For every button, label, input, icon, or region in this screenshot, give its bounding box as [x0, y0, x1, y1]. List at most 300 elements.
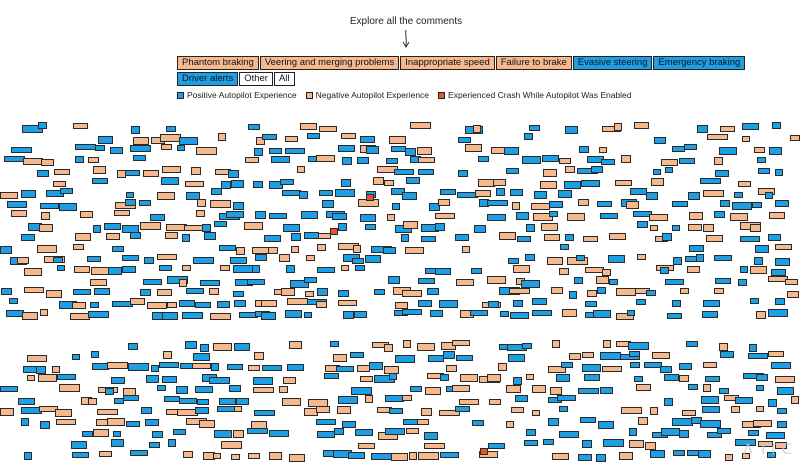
comment-card[interactable]	[508, 258, 519, 264]
comment-card[interactable]	[316, 301, 327, 308]
comment-card[interactable]	[27, 375, 35, 381]
comment-card[interactable]	[7, 201, 27, 208]
comment-card[interactable]	[550, 387, 562, 395]
comment-card[interactable]	[389, 136, 406, 144]
comment-card[interactable]	[391, 453, 408, 461]
comment-card[interactable]	[777, 408, 787, 414]
comment-card[interactable]	[487, 276, 506, 284]
comment-card[interactable]	[122, 266, 136, 273]
comment-card[interactable]	[754, 257, 763, 265]
comment-card[interactable]	[279, 254, 290, 262]
comment-card[interactable]	[715, 278, 731, 284]
comment-card[interactable]	[591, 166, 603, 173]
comment-card[interactable]	[574, 277, 583, 284]
comment-card[interactable]	[233, 291, 244, 297]
comment-card[interactable]	[385, 428, 405, 435]
comment-card[interactable]	[754, 147, 765, 153]
comment-card[interactable]	[357, 157, 369, 164]
comment-card[interactable]	[543, 439, 554, 445]
comment-card[interactable]	[199, 420, 215, 428]
comment-card[interactable]	[53, 181, 66, 187]
comment-card[interactable]	[291, 246, 299, 253]
comment-card[interactable]	[790, 135, 800, 141]
comment-card[interactable]	[93, 166, 106, 174]
comment-card[interactable]	[55, 409, 72, 417]
comment-card[interactable]	[688, 192, 700, 200]
comment-card[interactable]	[236, 398, 249, 405]
comment-card[interactable]	[608, 255, 625, 263]
comment-card[interactable]	[634, 376, 643, 382]
comment-card[interactable]	[366, 146, 379, 154]
comment-card[interactable]	[689, 245, 704, 252]
comment-card[interactable]	[126, 421, 140, 427]
comment-card[interactable]	[1, 288, 12, 295]
comment-card[interactable]	[57, 265, 65, 271]
comment-card[interactable]	[165, 232, 178, 239]
comment-card[interactable]	[162, 312, 178, 320]
comment-card[interactable]	[748, 353, 768, 359]
comment-card[interactable]	[496, 188, 505, 196]
comment-card[interactable]	[696, 254, 704, 262]
comment-card[interactable]	[182, 312, 203, 319]
comment-card[interactable]	[609, 233, 626, 240]
comment-card[interactable]	[255, 254, 267, 261]
comment-card[interactable]	[27, 355, 47, 362]
comment-card[interactable]	[244, 222, 263, 230]
comment-card[interactable]	[152, 431, 163, 438]
comment-card[interactable]	[304, 277, 317, 283]
comment-card[interactable]	[193, 257, 214, 264]
comment-card[interactable]	[513, 265, 530, 273]
comment-card[interactable]	[179, 300, 195, 307]
filter-inappropriate-speed-button[interactable]: Inappropriate speed	[400, 56, 495, 70]
comment-card[interactable]	[421, 408, 432, 416]
comment-card[interactable]	[478, 156, 489, 162]
comment-card[interactable]	[418, 452, 439, 460]
comment-card[interactable]	[245, 157, 259, 163]
comment-card[interactable]	[74, 266, 90, 273]
comment-card[interactable]	[248, 453, 260, 459]
comment-card[interactable]	[569, 353, 581, 360]
comment-card[interactable]	[82, 431, 93, 437]
comment-card[interactable]	[664, 374, 679, 381]
comment-card[interactable]	[417, 419, 429, 425]
comment-card[interactable]	[768, 309, 788, 317]
comment-card[interactable]	[300, 123, 317, 130]
comment-card[interactable]	[552, 453, 569, 460]
comment-card[interactable]	[133, 155, 146, 161]
comment-card[interactable]	[688, 224, 702, 231]
comment-card[interactable]	[703, 190, 724, 197]
comment-card[interactable]	[541, 223, 558, 231]
comment-card[interactable]	[585, 301, 597, 307]
comment-card[interactable]	[771, 362, 791, 369]
comment-card[interactable]	[11, 147, 32, 153]
comment-card[interactable]	[395, 355, 415, 363]
comment-card[interactable]	[717, 428, 731, 434]
comment-card[interactable]	[500, 311, 509, 317]
comment-card[interactable]	[598, 421, 614, 429]
comment-card[interactable]	[440, 452, 459, 458]
comment-card[interactable]	[701, 396, 719, 404]
comment-card[interactable]	[317, 431, 335, 438]
comment-card[interactable]	[650, 450, 665, 458]
comment-card[interactable]	[355, 429, 373, 436]
comment-card[interactable]	[75, 144, 96, 150]
comment-card[interactable]	[287, 364, 304, 371]
comment-card[interactable]	[307, 133, 320, 139]
comment-card[interactable]	[341, 179, 351, 187]
comment-card[interactable]	[560, 244, 569, 250]
comment-card[interactable]	[559, 431, 579, 438]
comment-card[interactable]	[219, 245, 236, 251]
comment-card[interactable]	[104, 223, 121, 230]
comment-card[interactable]	[211, 363, 219, 371]
comment-card[interactable]	[289, 341, 302, 349]
comment-card[interactable]	[715, 170, 729, 177]
comment-card[interactable]	[157, 385, 166, 391]
comment-card[interactable]	[191, 167, 201, 175]
comment-card[interactable]	[703, 300, 720, 307]
comment-card[interactable]	[161, 144, 172, 150]
comment-card[interactable]	[405, 247, 424, 254]
comment-card[interactable]	[660, 366, 672, 373]
comment-card[interactable]	[488, 443, 505, 449]
comment-card[interactable]	[646, 192, 658, 200]
comment-card[interactable]	[488, 301, 499, 308]
comment-card[interactable]	[233, 202, 244, 210]
comment-card[interactable]	[297, 166, 305, 173]
comment-card[interactable]	[391, 146, 406, 152]
comment-card[interactable]	[662, 233, 672, 241]
comment-card[interactable]	[37, 245, 57, 253]
comment-card[interactable]	[233, 430, 244, 438]
comment-card[interactable]	[269, 430, 289, 437]
comment-card[interactable]	[548, 418, 559, 426]
comment-card[interactable]	[402, 290, 422, 297]
comment-card[interactable]	[719, 343, 728, 351]
comment-card[interactable]	[269, 148, 282, 154]
comment-card[interactable]	[254, 410, 275, 416]
comment-card[interactable]	[350, 352, 364, 358]
comment-card[interactable]	[54, 169, 70, 175]
comment-card[interactable]	[665, 279, 684, 285]
comment-card[interactable]	[192, 363, 211, 369]
comment-card[interactable]	[200, 280, 220, 286]
comment-card[interactable]	[228, 170, 239, 178]
comment-card[interactable]	[70, 313, 90, 320]
comment-card[interactable]	[680, 288, 689, 294]
comment-card[interactable]	[651, 178, 664, 186]
comment-card[interactable]	[649, 214, 668, 221]
comment-card[interactable]	[195, 302, 211, 308]
comment-card[interactable]	[458, 137, 471, 143]
comment-card[interactable]	[72, 302, 86, 309]
comment-card[interactable]	[389, 408, 403, 414]
comment-card[interactable]	[524, 440, 538, 446]
comment-card[interactable]	[316, 155, 335, 162]
comment-card[interactable]	[579, 146, 589, 153]
comment-card[interactable]	[565, 126, 578, 134]
comment-card[interactable]	[322, 200, 334, 208]
comment-card[interactable]	[731, 406, 740, 413]
comment-card[interactable]	[384, 344, 393, 352]
comment-card[interactable]	[365, 224, 376, 230]
comment-card[interactable]	[569, 291, 577, 299]
comment-card[interactable]	[285, 148, 305, 154]
comment-card[interactable]	[653, 169, 661, 175]
comment-card[interactable]	[92, 178, 108, 184]
comment-card[interactable]	[0, 408, 14, 416]
comment-card[interactable]	[386, 158, 398, 164]
comment-card[interactable]	[352, 258, 364, 264]
comment-card[interactable]	[247, 428, 268, 434]
comment-card[interactable]	[338, 145, 355, 152]
comment-card[interactable]	[185, 181, 204, 187]
comment-card[interactable]	[603, 439, 624, 447]
comment-card[interactable]	[740, 236, 760, 242]
comment-card[interactable]	[179, 137, 198, 145]
comment-card[interactable]	[544, 234, 560, 241]
comment-card[interactable]	[775, 298, 785, 305]
comment-card[interactable]	[565, 234, 574, 241]
comment-card[interactable]	[108, 267, 122, 275]
comment-card[interactable]	[139, 200, 151, 206]
comment-card[interactable]	[157, 289, 172, 296]
comment-card[interactable]	[672, 418, 693, 426]
comment-card[interactable]	[515, 395, 528, 402]
comment-card[interactable]	[333, 354, 347, 362]
comment-card[interactable]	[151, 365, 159, 372]
comment-card[interactable]	[511, 407, 524, 413]
comment-card[interactable]	[46, 290, 62, 298]
filter-emergency-braking-button[interactable]: Emergency braking	[653, 56, 745, 70]
comment-card[interactable]	[123, 395, 139, 401]
comment-card[interactable]	[428, 355, 444, 362]
comment-card[interactable]	[403, 221, 418, 229]
comment-card[interactable]	[41, 159, 54, 166]
comment-card[interactable]	[768, 234, 781, 241]
comment-card[interactable]	[601, 159, 615, 165]
comment-card[interactable]	[210, 200, 231, 208]
comment-card[interactable]	[719, 388, 729, 394]
comment-card[interactable]	[392, 203, 400, 210]
comment-card[interactable]	[204, 232, 216, 240]
comment-card[interactable]	[418, 278, 435, 284]
comment-card[interactable]	[383, 247, 396, 254]
comment-card[interactable]	[603, 340, 611, 348]
comment-card[interactable]	[264, 235, 281, 242]
comment-card[interactable]	[282, 398, 301, 406]
comment-card[interactable]	[516, 212, 529, 220]
comment-card[interactable]	[358, 443, 375, 449]
comment-card[interactable]	[131, 126, 140, 134]
comment-card[interactable]	[593, 310, 611, 318]
comment-card[interactable]	[688, 384, 698, 390]
comment-card[interactable]	[529, 125, 540, 131]
comment-card[interactable]	[41, 212, 50, 220]
comment-card[interactable]	[549, 211, 558, 217]
comment-card[interactable]	[39, 224, 53, 232]
comment-card[interactable]	[60, 188, 73, 194]
comment-card[interactable]	[160, 134, 181, 142]
comment-card[interactable]	[317, 244, 326, 251]
comment-card[interactable]	[660, 267, 669, 274]
comment-card[interactable]	[740, 266, 748, 273]
comment-card[interactable]	[342, 157, 352, 165]
comment-card[interactable]	[23, 158, 43, 165]
comment-card[interactable]	[561, 362, 573, 368]
comment-card[interactable]	[141, 407, 152, 414]
comment-card[interactable]	[234, 406, 242, 412]
comment-card[interactable]	[517, 236, 531, 242]
comment-card[interactable]	[234, 300, 246, 307]
comment-card[interactable]	[304, 232, 319, 239]
comment-card[interactable]	[686, 341, 698, 347]
comment-card[interactable]	[159, 265, 172, 271]
comment-card[interactable]	[506, 385, 521, 393]
comment-card[interactable]	[609, 279, 618, 285]
comment-card[interactable]	[87, 256, 101, 262]
comment-card[interactable]	[583, 236, 598, 242]
comment-card[interactable]	[791, 396, 799, 404]
comment-card[interactable]	[182, 234, 190, 242]
comment-card[interactable]	[227, 364, 243, 370]
comment-card[interactable]	[373, 177, 384, 185]
comment-card[interactable]	[130, 232, 141, 239]
comment-card[interactable]	[576, 255, 585, 261]
comment-card[interactable]	[202, 224, 211, 232]
comment-card[interactable]	[679, 363, 692, 370]
comment-card[interactable]	[489, 399, 501, 405]
comment-card[interactable]	[95, 145, 105, 151]
comment-card[interactable]	[332, 213, 347, 220]
comment-card[interactable]	[93, 429, 109, 437]
comment-card[interactable]	[280, 179, 294, 185]
comment-card[interactable]	[427, 288, 439, 295]
comment-card[interactable]	[664, 398, 673, 406]
comment-card[interactable]	[337, 406, 351, 414]
comment-card[interactable]	[452, 385, 470, 392]
comment-card[interactable]	[338, 396, 358, 404]
comment-card[interactable]	[534, 191, 547, 199]
comment-card[interactable]	[602, 366, 622, 372]
comment-card[interactable]	[460, 374, 478, 382]
comment-card[interactable]	[409, 452, 417, 460]
comment-card[interactable]	[90, 279, 107, 286]
comment-card[interactable]	[0, 246, 12, 254]
comment-card[interactable]	[144, 257, 154, 264]
comment-card[interactable]	[354, 311, 367, 318]
comment-card[interactable]	[775, 258, 790, 266]
comment-card[interactable]	[360, 376, 373, 382]
comment-card[interactable]	[707, 134, 728, 140]
comment-card[interactable]	[703, 362, 717, 368]
comment-card[interactable]	[343, 311, 354, 319]
filter-all-button[interactable]: All	[274, 72, 295, 86]
comment-card[interactable]	[38, 374, 57, 382]
comment-card[interactable]	[756, 311, 766, 319]
comment-card-crash[interactable]	[366, 194, 374, 201]
comment-card[interactable]	[374, 289, 385, 295]
comment-card[interactable]	[53, 257, 63, 263]
comment-card[interactable]	[261, 300, 277, 307]
comment-card[interactable]	[452, 340, 470, 346]
comment-card[interactable]	[262, 134, 277, 140]
comment-card[interactable]	[319, 126, 337, 132]
comment-card[interactable]	[637, 221, 648, 228]
comment-card[interactable]	[233, 265, 254, 273]
comment-card[interactable]	[401, 234, 409, 242]
filter-evasive-steering-button[interactable]: Evasive steering	[573, 56, 653, 70]
filter-failure-to-brake-button[interactable]: Failure to brake	[496, 56, 572, 70]
comment-card[interactable]	[470, 310, 488, 316]
comment-card[interactable]	[24, 287, 44, 293]
comment-card[interactable]	[213, 343, 232, 351]
comment-card[interactable]	[17, 257, 29, 264]
comment-card[interactable]	[410, 386, 422, 392]
comment-card[interactable]	[177, 145, 185, 151]
comment-card[interactable]	[559, 268, 569, 275]
comment-card[interactable]	[599, 147, 607, 153]
comment-card[interactable]	[474, 225, 486, 233]
comment-card[interactable]	[634, 122, 649, 129]
comment-card[interactable]	[756, 385, 764, 391]
comment-card[interactable]	[596, 454, 606, 462]
comment-card[interactable]	[149, 442, 160, 448]
comment-card[interactable]	[582, 364, 601, 372]
comment-card[interactable]	[769, 212, 785, 219]
comment-card[interactable]	[394, 169, 414, 175]
comment-card[interactable]	[509, 288, 530, 294]
comment-card[interactable]	[421, 236, 436, 242]
comment-card[interactable]	[268, 247, 278, 254]
comment-card[interactable]	[587, 290, 597, 297]
comment-card[interactable]	[214, 221, 227, 227]
comment-card[interactable]	[159, 362, 179, 368]
comment-card[interactable]	[524, 133, 533, 140]
comment-card[interactable]	[254, 352, 264, 360]
comment-card[interactable]	[752, 202, 762, 208]
comment-card[interactable]	[128, 343, 138, 350]
comment-card[interactable]	[299, 191, 308, 199]
comment-card[interactable]	[38, 122, 47, 129]
comment-card[interactable]	[402, 395, 412, 401]
comment-card[interactable]	[285, 136, 298, 142]
comment-card[interactable]	[107, 418, 125, 426]
comment-card[interactable]	[540, 181, 557, 189]
comment-card[interactable]	[319, 190, 333, 196]
comment-card[interactable]	[735, 397, 753, 404]
comment-card[interactable]	[765, 192, 773, 199]
comment-card[interactable]	[338, 300, 357, 306]
comment-card[interactable]	[512, 202, 520, 210]
comment-card[interactable]	[162, 376, 177, 383]
comment-card[interactable]	[499, 232, 516, 240]
comment-card[interactable]	[91, 351, 99, 358]
comment-card[interactable]	[231, 454, 240, 460]
comment-card[interactable]	[672, 300, 681, 307]
comment-card[interactable]	[673, 257, 682, 265]
comment-card[interactable]	[493, 179, 506, 186]
comment-card[interactable]	[667, 313, 682, 319]
comment-card[interactable]	[418, 157, 435, 163]
comment-card[interactable]	[513, 300, 523, 307]
comment-card[interactable]	[702, 311, 718, 318]
comment-card[interactable]	[167, 302, 177, 308]
comment-card[interactable]	[652, 352, 670, 359]
comment-card[interactable]	[197, 199, 206, 207]
